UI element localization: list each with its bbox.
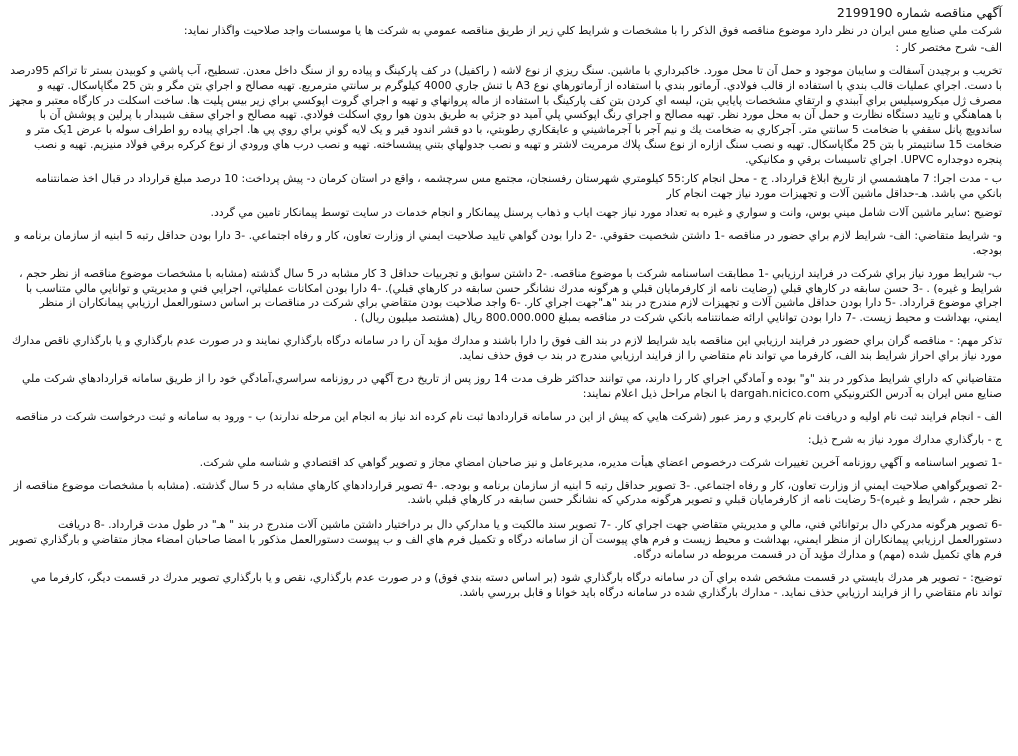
- applicants-instructions: متقاضياني كه داراي شرايط مذكور در بند "و" بوده و آمادگي اجراي كار را دارند، مي توانند حداكثر ظرف مدت 14 روز پس از تاريخ درج آگهي در روزنامه سراسري،آمادگي خود را از طريق سامانه قراردادهاي شركت ملي صنايع مس ايران به آدرس الكترونيكي dargah.nicico.com با انجام مراحل ذيل اعلام نمايند:: [21, 372, 1002, 400]
- required-documents-heading: ج - بارگذاري مدارك مورد نياز به شرح ذيل:: [807, 432, 1002, 446]
- notice-title: آگهي مناقصه شماره 2199190: [836, 5, 1002, 20]
- registration-steps: الف - انجام فرايند ثبت نام اوليه و دريافت نام كاربري و رمز عبور (شركت هايي كه پيش از اين در سامانه قراردادها ثبت نام كرده اند نياز به انجام اين مرحله ندارند) ب - ورود به سامانه و ثبت درخواست شركت در مناقصه: [15, 409, 1002, 423]
- important-note: تذكر مهم: - مناقصه گران براي حضور در فرايند ارزيابي اين مناقصه بايد شرايط لازم در بند الف فوق را دارا باشند و مدارك مؤيد آن را در سامانه درگاه بارگذاري نمايند و در صورت عدم بارگذاري و يا بارگذاري ناقص مدارك مورد نياز براي احراز شرايط بند الف، كارفرما مي تواند نام متقاضي را از فرايند ارزيابي مندرج در بند ب فوق حذف نمايد.: [12, 334, 1002, 363]
- final-explanation: توضيح: - تصوير هر مدرك بايستي در قسمت مشخص شده براي آن در سامانه درگاه بارگذاري شود (بر اساس دسته بندي فوق) و در صورت عدم بارگذاري، نقص و يا بارگذاري تصوير مدرك در قسمت ديگر، كارفرما مي تواند نام متقاضي را از فرايند ارزيابي حذف نمايد. - مدارك بارگذاري شده در سامانه درگاه بايد خوانا و قابل بررسي باشد.: [31, 571, 1002, 599]
- document-items-6-8: -6 تصوير هرگونه مدركي دال برتوانائي فني، مالي و مديريتي متقاضي جهت اجراي كار. -7 تصوير سند مالكيت و يا مداركي دال بر دراختيار داشتن ماشين آلات مندرج در بند " هـ" در طول مدت قرارداد. -8 دريافت دستورالعمل ارزيابي پيمانكاران از منظر ايمني، بهداشت و محيط زيست و فرم هاي پيوست آن از سامانه درگاه و تكميل فرم هاي الف و ب پيوست دستورالعمل مذكور با امضا صاحبان امضاء مجاز متقاضي و بارگذاري تصوير فرم هاي تكميل شده (مهم) و مدارك مؤيد آن در قسمت مربوطه در سامانه درگاه.: [9, 518, 1002, 562]
- document-items-2-5: -2 تصويرگواهي صلاحيت ايمني از وزارت تعاون، كار و رفاه اجتماعي. -3 تصوير حداقل رتبه 5 ابنيه از سازمان برنامه و بودجه. -4 تصوير قراردادهاي كارهاي مشابه در 5 سال گذشته. (مشابه با مشخصات موضوع مناقصه از نظر حجم ، شرايط و غيره)-5 رضايت نامه از كارفرمايان قبلي و تصوير هرگونه مدركي كه نشانگر حسن سابقه در كارهاي قبلي باشد.: [13, 478, 1002, 507]
- machinery-explanation: توضيح :ساير ماشين آلات شامل ميني بوس، وانت و سواري و غيره به تعداد مورد نياز جهت اياب و ذهاب پرسنل پيمانكار و انجام خدمات در سايت توسط پيمانكار تامين مي گردد.: [210, 205, 1002, 219]
- work-description: تخريب و برچيدن آسفالت و سايبان موجود و حمل آن تا محل مورد. خاكبرداري با ماشين. سنگ ريزي از نوع لاشه ( راكفيل) در كف پاركينگ و پياده رو از سنگ داخل معدن. تسطيح، آب پاشي و كوبيدن بستر تا تراكم 95درصد با دست. اجراي عمليات قالب بندي با استفاده از قالب فولادي. آرماتور بندي با استفاده از آرماتورهاي نوع A3 با تنش جاري 4000 كيلوگرم بر سانتي مترمربع. تهيه مصالح و اجراي بتن مگر و بتن 25 مگاپاسكال. تهيه و مصرف ژل ميكروسيليس براي آببندي و ارتقاي مشخصات پايايي بتن، ليسه اي كردن بتن كف پاركينگ با استفاده از ماله پروانهاي و تهيه و اجراي گروت اپوكسي براي زير بيس پليت ها. ساخت اسكلت در كارگاه معتبر و مجهز با هماهنگي و تاييد دستگاه نظارت و حمل آن به محل مورد نظر. تهيه مصالح و اجراي رنگ اپوكسي پلي آميد دو جزئي به طريق بدون هوا روي اسكلت فولادي. تهيه مصالح و اجراي سقف شيبدار با پرلين و پوشش آن با ساندويچ پانل سقفي با ضخامت 5 سانتي متر. آجركاري به ضخامت يك و نيم آجر با آجرماشيني و عايقكاري رطوبتي، با دو قشر اندود قير و يک لايه گوني براي روي پي ها. اجراي پياده رو اطراف سوله با عرض 1يک متر و ضخامت 15 سانتيمتر با بتن 25 مگاپاسكال. تهيه و نصب سنگ ازاره از نوع سنگ پلاك مرمريت لاشتر و تهيه و نصب جدولهاي بتني پيشساخته. تهيه و نصب درب هاي ورودي از نوع كركره برقي فولاد منيزيم. تهيه و نصب پنجره دوجداره UPVC. اجراي تاسيسات برقي و مكانيكي.: [9, 63, 1002, 167]
- section-alef-heading: الف- شرح مختصر كار :: [895, 40, 1002, 54]
- evaluation-requirements: ب- شرايط مورد نياز براي شركت در فرايند ارزيابي -1 مطابقت اساسنامه شركت با موضوع مناقصه. -2 داشتن سوابق و تجربيات حداقل 3 كار مشابه در 5 سال گذشته (مشابه با مشخصات موضوع مناقصه از نظر حجم ، شرايط و غيره) . -3 حسن سابقه در كارهاي قبلي (رضايت نامه از كارفرمايان قبلي و هرگونه مدرك نشانگر حسن سابقه در كارهاي قبلي). -4 دارا بودن امكانات عملياتي، اجرايي فني و مديريتي و توانايي مالي متناسب با اجراي موضوع قرارداد. -5 دارا بودن حداقل ماشين آلات و تجهيزات لازم مندرج در بند "هـ"جهت اجراي كار. -6 واجد صلاحيت بودن متقاضي براي شركت در مناقصات بر اساس دستورالعمل ارزيابي پيمانكاران از منظر ايمني، بهداشت و محيط زيست. -7 دارا بودن توانايي ارائه ضمانتنامه بانكي شركت در مناقصه بمبلغ 800.000.000 ريال (هشتصد ميليون ريال) .: [19, 266, 1002, 325]
- document-item-1: -1 تصوير اساسنامه و آگهي روزنامه آخرين تغييرات شركت درخصوص اعضاي هيأت مديره، مديرعامل و نيز صاحبان امضاي مجاز و تصوير گواهي كد اقتصادي و شناسه ملي شركت.: [199, 455, 1002, 469]
- intro-paragraph: شركت ملي صنايع مس ايران در نظر دارد موضوع مناقصه فوق الذكر را با مشخصات و شرايط كلي زير از طريق مناقصه عمومي به شركت ها يا موسسات واجد صلاحيت واگذار نمايد:: [183, 23, 1002, 37]
- applicant-requirements: و- شرايط متقاضي: الف- شرايط لازم براي حضور در مناقصه -1 داشتن شخصيت حقوقي. -2 دارا بودن گواهي تاييد صلاحيت ايمني از وزارت تعاون، كار و رفاه اجتماعي. -3 دارا بودن حداقل رتبه 5 ابنيه از سازمان برنامه و بودجه.: [14, 228, 1002, 257]
- section-be-duration-location: ب - مدت اجرا: 7 ماهشمسي از تاريخ ابلاغ قرارداد. ج - محل انجام كار:55 كيلومتري شهرستان رفسنجان، مجتمع مس سرچشمه ، واقع در استان كرمان د- پيش پرداخت: 10 درصد مبلغ قرارداد در قبال اخذ ضمانتنامه بانكي مي باشد. هـ-حداقل ماشين آلات و تجهيزات مورد نياز جهت انجام كار: [35, 172, 1002, 200]
